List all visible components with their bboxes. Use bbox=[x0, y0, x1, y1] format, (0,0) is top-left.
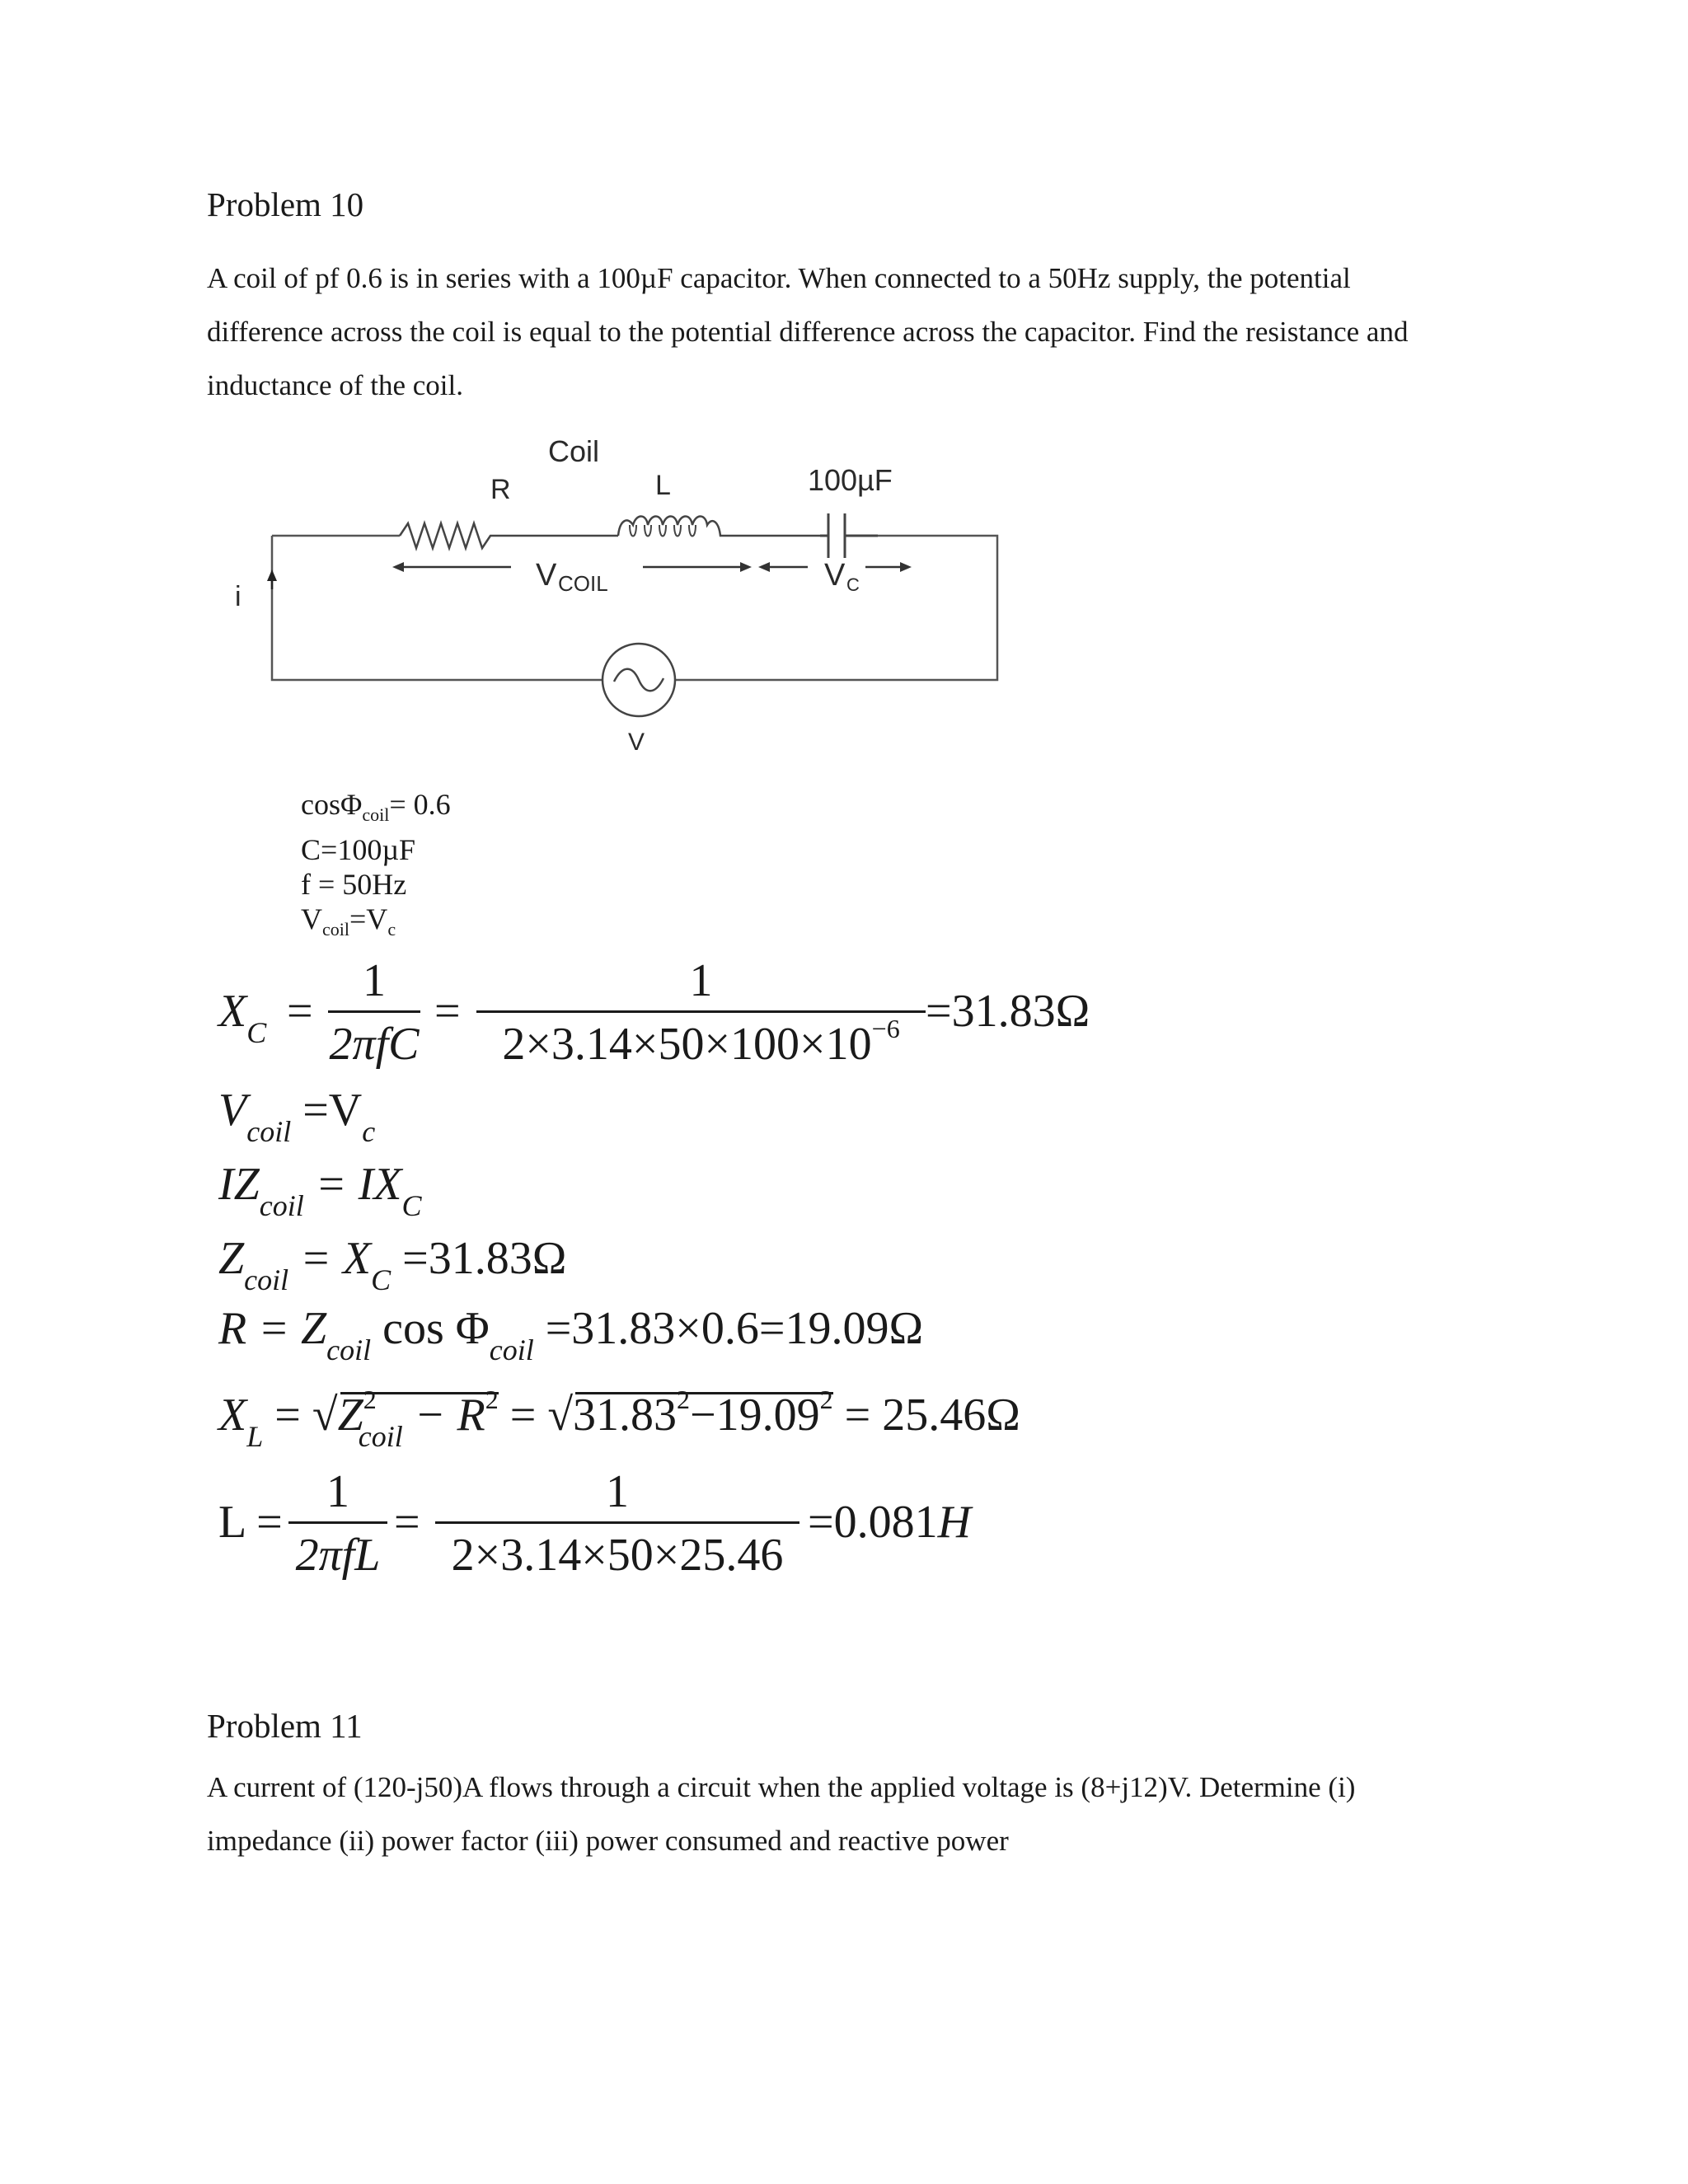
given-frequency: f = 50Hz bbox=[301, 868, 407, 902]
inductance-lhs: L = bbox=[218, 1497, 283, 1548]
given-pf: cosΦ$_{coil}$= 0.6 bbox=[301, 788, 451, 826]
given-capacitance: C=100µF bbox=[301, 833, 416, 867]
given-values bbox=[301, 787, 451, 947]
problem-11-title: Problem 11 bbox=[207, 1707, 363, 1745]
inductor-symbol bbox=[618, 517, 820, 537]
capacitor-symbol bbox=[820, 513, 878, 558]
l-eq-sign: = bbox=[394, 1497, 420, 1548]
resistance-equation: $R = Z_{coil}$ $\cos \Phi_{coil} =31.83\times 0.6=19.09\Omega$ bbox=[218, 1303, 924, 1366]
circuit-diagram bbox=[198, 424, 1022, 758]
xc-eq-sign-1: = bbox=[287, 986, 313, 1037]
coil-label: Coil bbox=[548, 434, 600, 468]
vcoil-label: V bbox=[536, 558, 557, 593]
zcoil-equation: $Z_{coil} = X_C =31.83\Omega$ bbox=[218, 1233, 567, 1296]
problem-11-statement: A current of (120-j50)A flows through a circuit when the applied voltage is (8+j12)V. Determine (i) impedance (ii) power factor (iii) power consumed and reactive power bbox=[207, 1771, 1356, 1857]
inductor-label: L bbox=[655, 470, 671, 501]
l-result: =0.081H bbox=[808, 1497, 972, 1548]
source-label: V bbox=[628, 729, 645, 756]
l-fraction-1: 1 2πfL bbox=[288, 1465, 387, 1582]
izcoil-equation: $IZ_{coil} = IX_C$ bbox=[218, 1159, 422, 1222]
radical-1: √ $Z^2_{coil} - R^2$ bbox=[312, 1385, 499, 1453]
current-arrow-icon bbox=[267, 569, 277, 581]
xc-equation: $X_C$ bbox=[218, 986, 267, 1049]
capacitor-label: 100µF bbox=[808, 463, 893, 497]
problem-10-title: Problem 10 bbox=[207, 185, 364, 223]
vcoil-equation: $V_{coil} =V_c$ bbox=[218, 1085, 376, 1148]
vcoil-sub-label: COIL bbox=[558, 571, 608, 596]
resistor-symbol bbox=[400, 523, 618, 548]
xc-fraction-1: 1 2πfC bbox=[329, 955, 420, 1070]
xc-eq-sign-2: = bbox=[434, 986, 461, 1037]
given-voltage-relation: $V_{coil}=V_c$ bbox=[301, 902, 396, 940]
current-label: i bbox=[235, 581, 241, 612]
xc-fraction-2: 1 $2\times 3.14\times 50\times 100\times 10^{-6}$ bbox=[476, 954, 926, 1071]
problem-10-statement: A coil of pf 0.6 is in series with a 100µF capacitor. When connected to a 50Hz supply, the potential difference across the coil is equal to the potential difference across the capacitor. Find the resistance and inductance of the coil. bbox=[207, 262, 1409, 401]
radical-2: √ $31.83^2-19.09^2$ bbox=[547, 1385, 833, 1441]
xc-result: =31.83Ω bbox=[926, 986, 1090, 1037]
vc-label: V bbox=[824, 558, 846, 593]
resistor-label: R bbox=[490, 474, 511, 505]
l-fraction-2: 1 2×3.14×50×25.46 bbox=[435, 1465, 799, 1582]
vc-sub-label: C bbox=[846, 574, 860, 595]
xl-equation: $X_L$ = √ $Z^2_{coil} - R^2$ = √ $31.83^2-19.09^2 = 25.46\Omega$ bbox=[218, 1385, 1020, 1453]
